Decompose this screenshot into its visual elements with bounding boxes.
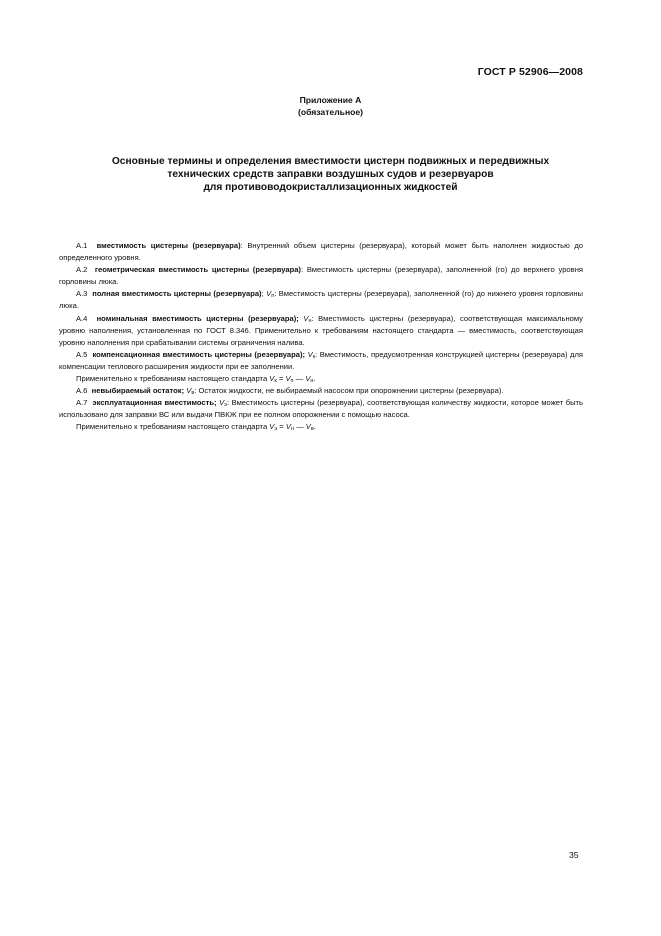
formula-a7 [59,421,583,433]
page-number: 35 [569,850,579,860]
term: эксплуатационная вместимость; [92,398,217,408]
term: полная вместимость цистерны (резервуара) [92,289,262,299]
clause-number: А.1 [76,241,88,250]
title-line: для противоводокристаллизационных жидкостей [203,182,458,193]
formula-sub: п [290,378,294,385]
formula-var: V [305,422,311,432]
definition-a5 [59,349,583,373]
definition-text: : Внутренний объем цистерны (резервуара), который может быть наполнен жидкостью до определенного уровня. [59,241,583,263]
formula-var: V [269,374,275,384]
definition-a2 [59,264,583,288]
definition-text: : Вместимость цистерны (резервуара), соответствующая количеству жидкости, которое может быть использовано для заправки ВС или выдачи ПВКЖ при ее полном опорожнении с помощью насоса. [59,398,583,420]
formula-a5 [59,373,583,385]
symbol-subscript: к [312,353,316,360]
title-line: Основные термины и определения вместимости цистерн подвижных и передвижных [111,156,550,167]
symbol-subscript: н [308,317,312,324]
definition-text: : Вместимость, предусмотренная конструкцией цистерны (резервуара) для компенсации теплового расширения жидкости при ее заполнении. [59,349,583,371]
definition-text: : Вместимость цистерны (резервуара), заполненной (го) до верхнего уровня горловины люка. [59,265,583,287]
formula-sub: в [310,426,314,433]
symbol: V [219,398,225,408]
formula-sub: э [274,426,278,433]
formula-end: . [313,374,316,384]
formula-intro: Применительно к требованиям настоящего стандарта [76,374,268,384]
term: номинальная вместимость цистерны (резервуара); [96,313,299,323]
symbol-subscript: в [191,390,195,397]
clause-number: А.5 [76,349,88,359]
formula-end: . [313,422,316,432]
clause-number: А.6 [76,386,88,396]
symbol: V [307,349,313,359]
definition-a1 [59,240,583,264]
formula-op: = [277,422,286,432]
term: невыбираемый остаток; [91,386,185,396]
appendix-status: (обязательное) [297,107,364,117]
definition-text: : Вместимость цистерны (резервуара), заполненной (го) до нижнего уровня горловины люка. [59,289,583,311]
symbol: V [266,289,272,299]
clause-number: А.2 [76,265,88,275]
formula-var: V [285,374,291,384]
appendix-heading [0,94,661,118]
term: геометрическая вместимость цистерны (резервуара) [94,265,301,275]
definition-text: : Вместимость цистерны (резервуара), соответствующая максимальному уровню наполнения, установленная по ГОСТ 8.346. Применительно к требованиям настоящего стандарта — вместимость, соответствующая уровню наполнения при срабатывании системы ограничения налива. [59,313,583,347]
definition-text: : Остаток жидкости, не выбираемый насосом при опорожнении цистерны (резервуара). [194,386,504,396]
formula-var: V [285,422,291,432]
symbol-subscript: э [224,402,227,409]
title-line: технических средств заправки воздушных судов и резервуаров [167,169,494,180]
symbol: V [186,386,192,396]
clause-number: А.7 [76,398,88,408]
formula-op: = [276,374,286,384]
formula-var: V [269,422,275,432]
formula-intro: Применительно к требованиям настоящего стандарта [76,422,268,432]
formula-var: V [305,374,311,384]
definition-a6 [59,385,583,397]
formula-sub: н [290,426,294,433]
definition-a3: А.3 полная вместимость цистерны (резервуара); $V_п$: Вместимость цистерны (резервуара), заполненной (го) до нижнего уровня горловины люка. [59,289,583,311]
formula-sub: н [310,378,314,385]
symbol-subscript: п [271,293,275,300]
formula-op: — [293,374,306,384]
term: компенсационная вместимость цистерны (резервуара); [92,349,306,359]
standard-code: ГОСТ Р 52906—2008 [477,66,583,78]
appendix-label: Приложение А [299,95,362,105]
appendix-title [60,155,601,194]
formula-op: — [293,422,306,432]
formula-sub: к [274,378,277,385]
definition-a4 [59,313,583,349]
symbol: V [303,313,309,323]
clause-number: А.4 [76,313,88,323]
definition-a7 [59,397,583,421]
term: вместимость цистерны (резервуара) [96,241,241,250]
definitions-body [59,240,583,434]
clause-number: А.3 [76,289,88,299]
